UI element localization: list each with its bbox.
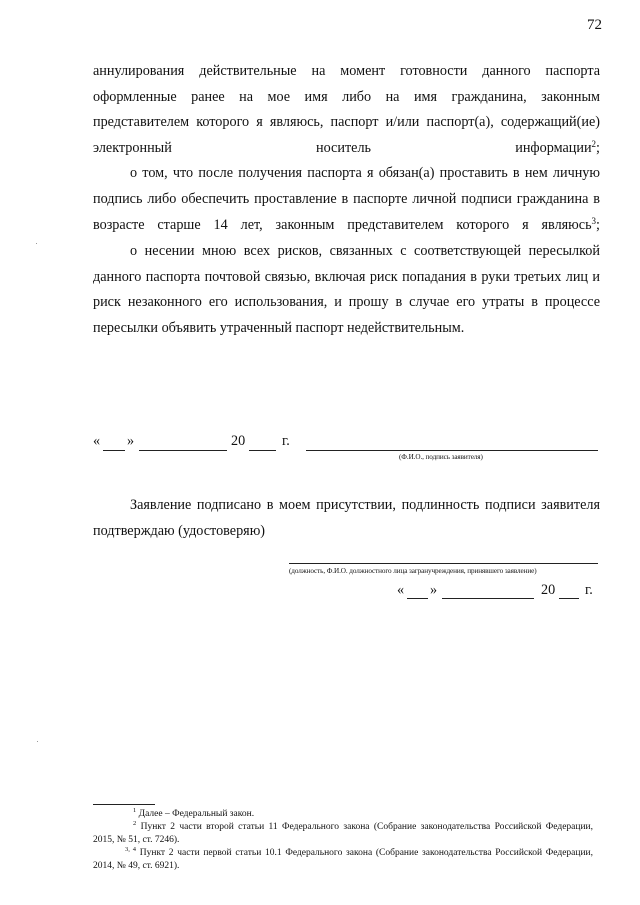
scan-speck [37,741,38,742]
applicant-signature-line[interactable] [306,450,598,451]
footnote-text: Пункт 2 части первой статьи 10.1 Федерального закона (Собрание законодательства Российской Федерации, 2014, № 49, ст. 6921). [93,848,594,871]
footnote-2 [93,821,593,847]
paragraph-tail: ; [596,216,600,233]
scan-speck [36,243,37,244]
official-signature-line[interactable] [289,563,598,564]
footnotes [93,808,593,873]
footnote-number: 1 [133,807,137,814]
year-prefix: 20 [231,433,246,449]
witness-statement [93,493,600,544]
quote-close: » [127,433,135,449]
paragraph-annulment [93,59,600,161]
official-signature-caption: (должность, Ф.И.О. должностного лица загранучреждения, принявшего заявление) [289,567,537,575]
paragraph-text: аннулирования действительные на момент готовности данного паспорта оформленные ранее на мое имя либо на имя гражданина, законным представителем которого я являюсь, паспорт и/или паспорт(а), содержащий(ие) электронный носитель информации [93,63,600,156]
paragraph-text: о том, что после получения паспорта я обязан(а) проставить в нем личную подпись либо обеспечить проставление в паспорте личной подписи гражданина в возрасте старше 14 лет, законным представителем которого я являюсь [93,165,600,233]
quote-open: « [397,582,405,598]
statement-body [93,59,600,342]
footnote-3-4 [93,847,593,873]
footnote-text: Пункт 2 части второй статьи 11 Федерального закона (Собрание законодательства Российской Федерации, 2015, № 51, ст. 7246). [93,822,594,845]
paragraph-risks [93,239,600,341]
month-blank[interactable] [442,598,534,599]
footnote-1 [93,808,593,821]
footnote-number: 3, 4 [125,846,137,853]
year-blank[interactable] [559,598,579,599]
year-suffix: г. [585,582,593,598]
footnote-separator [93,804,155,805]
footnote-ref: 3 [591,215,597,226]
applicant-signature-caption: (Ф.И.О., подпись заявителя) [399,453,483,461]
page-number: 72 [587,17,602,33]
footnote-number: 2 [133,820,137,827]
witness-text: Заявление подписано в моем присутствии, подлинность подписи заявителя подтверждаю (удостоверяю) [93,497,600,539]
day-blank[interactable] [103,450,125,451]
year-blank[interactable] [249,450,276,451]
paragraph-signature-obligation [93,161,600,238]
quote-close: » [430,582,438,598]
footnote-text: Далее – Федеральный закон. [138,809,255,819]
footnote-ref: 2 [591,138,597,149]
paragraph-text: о несении мною всех рисков, связанных с соответствующей пересылкой данного паспорта почтовой связью, включая риск попадания в руки третьих лиц и риск незаконного его использования, и прошу в случае его утраты в процессе пересылки объявить утраченный паспорт недействительным. [93,243,600,336]
day-blank[interactable] [407,598,428,599]
quote-open: « [93,433,101,449]
year-prefix: 20 [541,582,556,598]
year-suffix: г. [282,433,290,449]
month-blank[interactable] [139,450,227,451]
paragraph-tail: ; [596,139,600,156]
